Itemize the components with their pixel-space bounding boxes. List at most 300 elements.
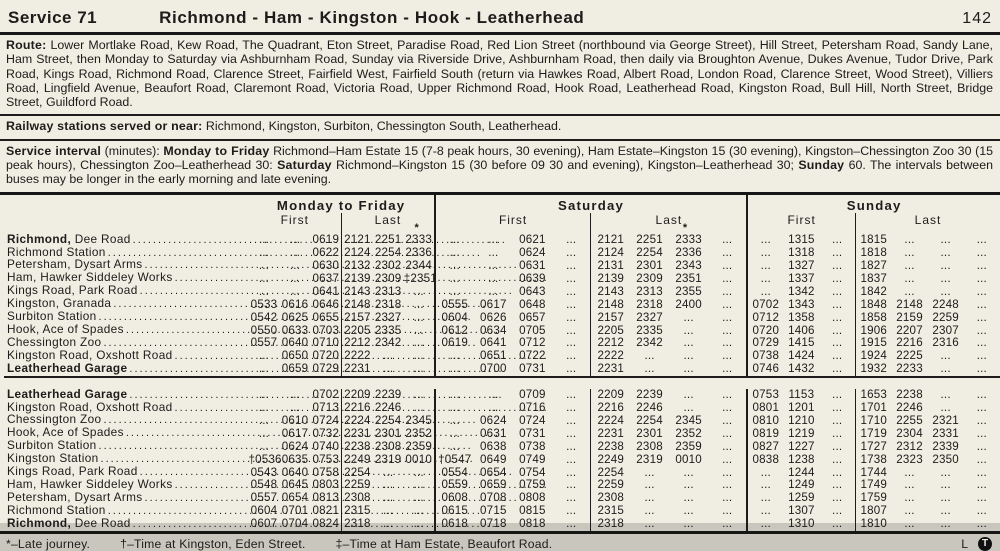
timetable-row	[4, 285, 1000, 298]
time-cell: ...	[940, 258, 951, 272]
stop-name: Chessington Zoo .....	[4, 414, 248, 427]
time-cell: 0641	[312, 284, 340, 298]
time-cell: ...	[976, 258, 987, 272]
time-cell: ...	[904, 284, 915, 298]
time-cell: 1406	[788, 323, 815, 337]
time-cell: ...	[566, 439, 577, 453]
time-cell: 2308	[374, 439, 402, 453]
time-cell: ...	[566, 426, 577, 440]
time-cell: 1744	[855, 466, 891, 479]
time-cell: 2212	[342, 337, 373, 350]
time-cell: 2308	[591, 492, 630, 505]
time-cell: ...	[644, 491, 655, 505]
time-cell: ...	[747, 247, 783, 260]
time-cell: 0619	[312, 233, 340, 247]
time-cell: 1310	[788, 517, 815, 531]
time-cell: 2345	[675, 413, 702, 427]
time-cell: ...	[722, 439, 733, 453]
time-cell: 0729	[747, 337, 783, 350]
time-cell: 2315	[591, 505, 630, 518]
time-cell: ...	[383, 349, 394, 363]
time-cell: 2307	[932, 323, 959, 337]
time-cell: ...	[413, 478, 424, 492]
time-cell: ...	[976, 297, 987, 311]
time-cell: ...	[488, 388, 499, 402]
time-cell: 0607	[250, 517, 278, 531]
time-cell: ...	[747, 272, 783, 285]
timetable	[4, 195, 1000, 531]
time-cell: ...	[566, 349, 577, 363]
last-label: Last	[374, 212, 402, 227]
time-cell: 1701	[855, 402, 891, 415]
time-cell: ...	[566, 452, 577, 466]
roundel-letter: T	[981, 537, 989, 549]
day-label: Sunday	[846, 197, 902, 213]
time-cell: ...	[722, 465, 733, 479]
time-cell: ...	[832, 246, 843, 260]
time-cell: ...	[722, 478, 733, 492]
mf-first-header	[248, 213, 341, 234]
time-cell: ...	[258, 233, 270, 247]
time-cell: ...	[413, 323, 424, 337]
time-cell: 2148	[896, 297, 923, 311]
time-cell: 2259	[342, 479, 373, 492]
stop-name: Kings Road, Park Road .....	[4, 285, 248, 298]
time-cell: ...	[747, 492, 783, 505]
time-cell: 2359	[405, 439, 432, 453]
time-cell: 1259	[788, 491, 815, 505]
time-cell: 2342	[636, 336, 663, 350]
time-cell: ...	[832, 323, 843, 337]
time-cell: 0746	[747, 363, 783, 377]
time-cell: ...	[435, 389, 474, 402]
time-cell: 0654	[480, 465, 507, 479]
stop-name: Chessington Zoo .....	[4, 337, 248, 350]
stop-name: Kingston, Granada .....	[4, 298, 248, 311]
time-cell: 0716	[519, 401, 546, 415]
time-cell: 0543	[250, 465, 278, 479]
header-sunday	[747, 195, 1000, 213]
time-cell: 0654	[281, 491, 309, 505]
time-cell: 0732	[312, 426, 340, 440]
time-cell: 2313	[374, 284, 402, 298]
stop-name: Ham, Hawker Siddeley Works .....	[4, 479, 248, 492]
time-cell: ...	[258, 439, 270, 453]
first-label: First	[280, 212, 309, 227]
time-cell: 2157	[591, 311, 630, 324]
time-cell: 2121	[342, 234, 373, 247]
time-cell: 2343	[675, 258, 702, 272]
stop-name: Richmond, Dee Road .....	[4, 234, 248, 247]
time-cell: 0533	[250, 297, 278, 311]
time-cell: ...	[904, 491, 915, 505]
time-cell: ...	[566, 271, 577, 285]
time-cell: 1924	[855, 350, 891, 363]
time-cell: 1358	[788, 310, 815, 324]
time-cell: ...	[832, 491, 843, 505]
time-cell: 2239	[636, 388, 663, 402]
time-cell: ...	[904, 271, 915, 285]
time-cell: 0813	[312, 491, 340, 505]
time-cell: 2312	[896, 439, 923, 453]
time-cell: ...	[976, 491, 987, 505]
time-cell: ...	[435, 259, 474, 272]
time-cell: 0815	[519, 504, 546, 518]
time-cell: 0639	[519, 271, 546, 285]
time-cell: ...	[722, 491, 733, 505]
time-cell: 2254	[374, 413, 402, 427]
time-cell: ...	[904, 517, 915, 531]
time-cell: 0700	[480, 362, 507, 376]
time-cell: 0617	[480, 297, 507, 311]
time-cell: 0754	[519, 465, 546, 479]
timetable-row	[4, 414, 1000, 427]
time-cell: ...	[976, 284, 987, 298]
route-text: Lower Mortlake Road, Kew Road, The Quadrant, Eton Street, Paradise Road, Red Lion Street (northbound via George Street), Hill Street, Petersham Road, Sandy Lane, Ham Street, then Monday to Saturday via Ashburnham Road, Sunday via Riverside Drive, Ashburnham Road, then daily via Broughton Avenue, Dukes Avenue, Tudor Drive, Park Road, Kings Road, Richmond Road, Clarence Street, Fairfield West, Fairfield South (return via Hawkes Road, Albert Road, London Road, Clarence Street, Wood Street), Villiers Road, Lingfield Avenue, Beaufort Road, Claremont Road, Victoria Road, Upper Richmond Road, Hook Road, Leatherhead Road, Kingston Road, Bull Hill, North Street, Bridge Street, Guildford Road.	[6, 38, 993, 110]
route-description	[0, 35, 1000, 116]
time-cell: 0617	[281, 426, 309, 440]
time-cell: 0703	[312, 323, 340, 337]
time-cell: 0624	[480, 413, 507, 427]
time-cell: 0548	[250, 478, 278, 492]
time-cell: ...	[289, 233, 301, 247]
time-cell: 0657	[519, 310, 546, 324]
time-cell: 0713	[312, 401, 340, 415]
time-cell: 2254	[636, 246, 663, 260]
time-cell: 0710	[312, 336, 340, 350]
time-cell: 0715	[480, 504, 507, 518]
day-label: Monday to Friday	[276, 197, 406, 213]
time-cell: 0624	[519, 246, 546, 260]
time-cell: 0635	[281, 452, 309, 466]
time-cell: ...	[722, 284, 733, 298]
time-cell: 0753	[312, 452, 340, 466]
time-cell: ...	[383, 465, 394, 479]
interval-note: The intervals between buses may be longer in the early morning and late evening.	[6, 158, 993, 187]
time-cell: 2124	[591, 247, 630, 260]
stop-name: Richmond Station .....	[4, 505, 248, 518]
time-cell: 0709	[519, 388, 546, 402]
timetable-row	[4, 505, 1000, 518]
time-cell: 2157	[342, 311, 373, 324]
time-cell: 2231	[342, 427, 373, 440]
time-cell: ...	[832, 426, 843, 440]
time-cell: ...	[904, 504, 915, 518]
time-cell: 2207	[896, 323, 923, 337]
time-cell: ...	[722, 362, 733, 376]
time-cell: ...	[832, 271, 843, 285]
time-cell: ...	[683, 349, 694, 363]
time-cell: ...	[413, 517, 424, 531]
time-cell: 2121	[591, 234, 630, 247]
time-cell: ...	[488, 401, 499, 415]
time-cell: 0655	[312, 310, 340, 324]
time-cell: †0536	[248, 452, 282, 466]
page-number: 142	[962, 10, 992, 27]
time-cell: ...	[747, 518, 783, 531]
time-cell: ...	[832, 413, 843, 427]
timetable-row	[4, 324, 1000, 337]
time-cell: ...	[644, 362, 655, 376]
timetable-row	[4, 298, 1000, 311]
time-cell: ...	[435, 285, 474, 298]
footnote-dagger: †–Time at Kingston, Eden Street.	[120, 536, 306, 551]
time-cell: ...	[289, 246, 301, 260]
time-cell: ...	[488, 271, 499, 285]
time-cell: ...	[258, 413, 270, 427]
time-cell: 1842	[855, 285, 891, 298]
time-cell: 2238	[591, 440, 630, 453]
time-cell: 0640	[281, 336, 309, 350]
time-cell: ...	[940, 491, 951, 505]
time-cell: 0633	[281, 323, 309, 337]
time-cell: 0708	[480, 491, 507, 505]
time-cell: 2225	[896, 349, 923, 363]
time-cell: ...	[488, 284, 499, 298]
time-cell: 2319	[636, 452, 663, 466]
time-cell: 2304	[896, 426, 923, 440]
time-cell: ...	[722, 271, 733, 285]
time-cell: 2212	[591, 337, 630, 350]
time-cell: 0659	[480, 478, 507, 492]
first-label: First	[498, 212, 528, 227]
time-cell: 0638	[480, 439, 507, 453]
time-cell: ...	[832, 517, 843, 531]
time-cell: ...	[435, 440, 474, 453]
time-cell: 0718	[480, 517, 507, 531]
time-cell: 0624	[281, 439, 309, 453]
time-cell: ...	[566, 388, 577, 402]
time-cell: ...	[258, 258, 270, 272]
time-cell: 2308	[636, 439, 663, 453]
time-cell: ...	[904, 246, 915, 260]
time-cell: 2344	[405, 258, 432, 272]
time-cell: †0547	[435, 453, 474, 466]
time-cell: 0010	[405, 452, 432, 466]
time-cell: ...	[904, 233, 915, 247]
time-cell: 2313	[636, 284, 663, 298]
time-cell: 2131	[591, 259, 630, 272]
time-cell: 0702	[747, 298, 783, 311]
time-cell: 1727	[855, 440, 891, 453]
header-saturday	[435, 195, 748, 213]
time-cell: ...	[683, 478, 694, 492]
interval-sat-text: Richmond–Kingston 15 (30 before 09 30 and evening), Kingston–Leatherhead 30;	[331, 158, 799, 173]
time-cell: ...	[413, 491, 424, 505]
time-cell: ...	[722, 349, 733, 363]
time-cell: ...	[383, 362, 394, 376]
time-cell: ...	[722, 297, 733, 311]
time-cell: ...	[566, 478, 577, 492]
time-cell: ...	[722, 258, 733, 272]
time-cell: 2239	[374, 388, 402, 402]
time-cell: 2254	[591, 466, 630, 479]
time-cell: ...	[940, 362, 951, 376]
time-cell: 2342	[374, 336, 402, 350]
time-cell: ...	[722, 426, 733, 440]
time-cell: ...	[383, 491, 394, 505]
timetable-row	[4, 234, 1000, 247]
sat-first-header	[435, 213, 591, 234]
time-cell: ...	[644, 349, 655, 363]
time-cell: ...	[976, 401, 987, 415]
time-cell: ...	[940, 465, 951, 479]
time-cell: 2139	[591, 272, 630, 285]
time-cell: ...	[722, 517, 733, 531]
time-cell: ...	[566, 401, 577, 415]
time-cell: 0801	[747, 402, 783, 415]
route-label: Route:	[6, 38, 47, 52]
time-cell: ...	[566, 517, 577, 531]
time-cell: 2246	[896, 401, 923, 415]
time-cell: 0731	[519, 362, 546, 376]
time-cell: 0738	[519, 439, 546, 453]
time-cell: ...	[435, 402, 474, 415]
interval-label-rest: (minutes):	[101, 143, 164, 158]
time-cell: 2254	[636, 413, 663, 427]
day-label: Saturday	[557, 197, 625, 213]
time-cell: 2331	[932, 426, 959, 440]
time-cell: 2238	[896, 388, 923, 402]
time-cell: 0729	[312, 362, 340, 376]
time-cell: ...	[683, 310, 694, 324]
time-cell: ...	[832, 362, 843, 376]
time-cell: 0808	[519, 491, 546, 505]
time-cell: ...	[258, 284, 270, 298]
time-cell: 2143	[591, 285, 630, 298]
time-cell: 1307	[788, 504, 815, 518]
time-cell: ...	[435, 350, 474, 363]
time-cell: 2259	[591, 479, 630, 492]
time-cell: 1227	[788, 439, 815, 453]
time-cell: 1415	[788, 336, 815, 350]
time-cell: ...	[435, 414, 474, 427]
time-cell: 0712	[519, 336, 546, 350]
timetable-row	[4, 479, 1000, 492]
time-cell: ...	[258, 401, 270, 415]
time-cell: 0740	[312, 439, 340, 453]
timetable-row	[4, 427, 1000, 440]
time-cell: ...	[904, 478, 915, 492]
print-code: L	[961, 536, 968, 551]
time-cell: 2321	[932, 413, 959, 427]
time-cell: ...	[832, 233, 843, 247]
time-cell: 0554	[435, 466, 474, 479]
last-label: Last	[914, 212, 942, 227]
time-cell: 0643	[519, 284, 546, 298]
time-cell: ...	[289, 284, 301, 298]
timetable-row	[4, 402, 1000, 415]
time-cell: 1807	[855, 505, 891, 518]
stop-name: Kingston Station .....	[4, 453, 248, 466]
time-cell: 2224	[591, 414, 630, 427]
time-cell: 0712	[747, 311, 783, 324]
time-cell: ...	[435, 247, 474, 260]
time-cell: ...	[904, 465, 915, 479]
time-cell: ...	[976, 426, 987, 440]
time-cell: 2345	[405, 413, 432, 427]
time-cell: 2318	[591, 518, 630, 531]
time-cell: ...	[832, 284, 843, 298]
time-cell: 1201	[788, 401, 815, 415]
time-cell: 0630	[312, 258, 340, 272]
time-cell: 0612	[435, 324, 474, 337]
timetable-row	[4, 363, 1000, 377]
time-cell: ...	[940, 478, 951, 492]
time-cell: ...	[722, 452, 733, 466]
time-cell: 2301	[636, 426, 663, 440]
time-cell: 0705	[519, 323, 546, 337]
time-cell: 0810	[747, 414, 783, 427]
time-cell: 2251	[636, 233, 663, 247]
time-cell: 0559	[435, 479, 474, 492]
time-cell: ...	[683, 362, 694, 376]
time-cell: 1210	[788, 413, 815, 427]
time-cell: 2224	[342, 414, 373, 427]
time-cell: ...	[413, 504, 424, 518]
time-cell: ...	[289, 258, 301, 272]
time-cell: ...	[832, 401, 843, 415]
time-cell: ...	[435, 427, 474, 440]
time-cell: 0622	[312, 246, 340, 260]
time-cell: 2222	[342, 350, 373, 363]
time-cell: 0720	[312, 349, 340, 363]
time-cell: 2238	[342, 440, 373, 453]
time-cell: ...	[747, 466, 783, 479]
time-cell: ...	[566, 233, 577, 247]
time-cell: 2339	[932, 439, 959, 453]
sat-last-header	[591, 213, 747, 234]
time-cell: 1818	[855, 247, 891, 260]
time-cell: 0618	[435, 518, 474, 531]
time-cell: 2209	[591, 389, 630, 402]
time-cell: ...	[976, 323, 987, 337]
time-cell: ...	[289, 401, 301, 415]
time-cell: 2301	[636, 258, 663, 272]
timetable-row	[4, 247, 1000, 260]
time-cell: 0625	[281, 310, 309, 324]
time-cell: 0722	[519, 349, 546, 363]
timetable-row	[4, 440, 1000, 453]
time-cell: 0555	[435, 298, 474, 311]
time-cell: 0631	[519, 258, 546, 272]
time-cell: 0634	[480, 323, 507, 337]
time-cell: 0645	[281, 478, 309, 492]
time-cell: ...	[435, 234, 474, 247]
time-cell: ...	[258, 362, 270, 376]
page-title: Richmond - Ham - Kingston - Hook - Leatherhead	[159, 8, 585, 27]
time-cell: 0753	[747, 389, 783, 402]
time-cell: ...	[832, 336, 843, 350]
time-cell: 1827	[855, 259, 891, 272]
time-cell: 2308	[342, 492, 373, 505]
time-cell: 1815	[855, 234, 891, 247]
time-cell: ...	[258, 426, 270, 440]
time-cell: 2249	[342, 453, 373, 466]
time-cell: 0803	[312, 478, 340, 492]
time-cell: ...	[832, 465, 843, 479]
timetable-row	[4, 311, 1000, 324]
time-cell: ...	[383, 517, 394, 531]
time-cell: 2148	[591, 298, 630, 311]
time-cell: 2246	[636, 401, 663, 415]
time-cell: ...	[722, 323, 733, 337]
time-cell: 2327	[636, 310, 663, 324]
time-cell: ...	[683, 401, 694, 415]
time-cell: ...	[976, 362, 987, 376]
time-cell: ...	[832, 478, 843, 492]
time-cell: ...	[940, 517, 951, 531]
